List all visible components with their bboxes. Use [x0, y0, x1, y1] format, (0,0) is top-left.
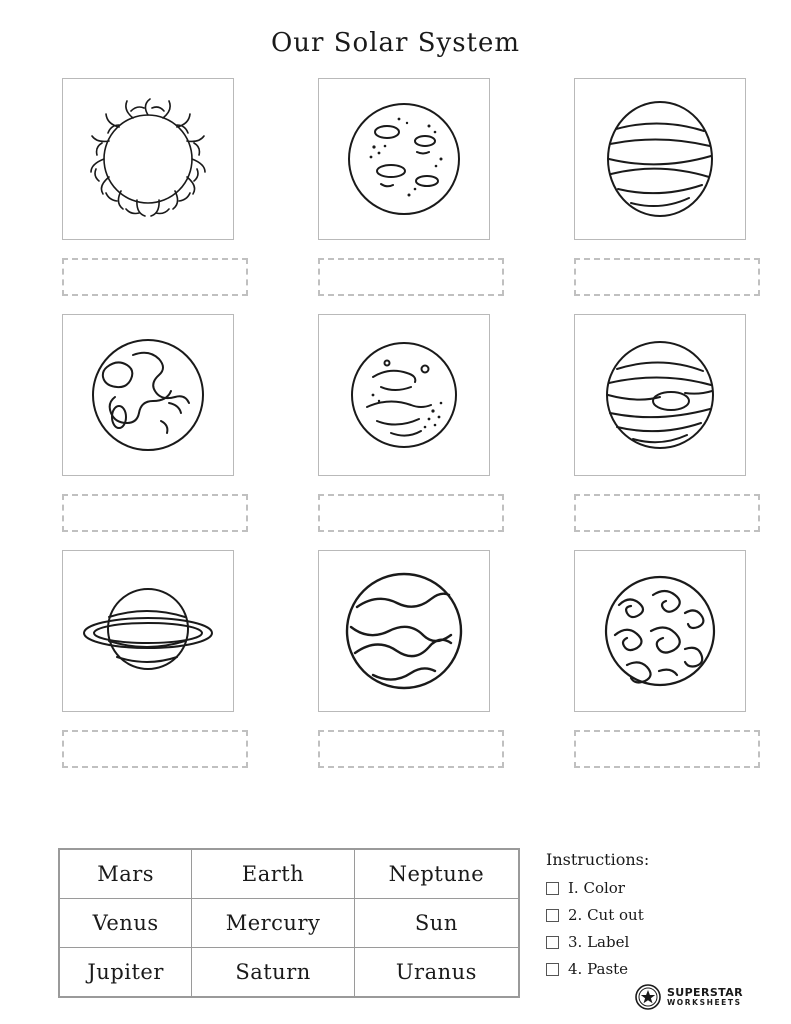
uranus-illustration — [585, 561, 735, 701]
card-row — [62, 550, 746, 768]
checkbox-icon[interactable] — [546, 936, 559, 949]
star-badge-icon — [635, 984, 661, 1010]
label-cut-line[interactable] — [574, 494, 760, 532]
planet-card — [318, 550, 490, 768]
planet-art-box — [62, 78, 234, 240]
title-area — [0, 28, 791, 64]
instructions-panel — [546, 848, 649, 987]
word-cell-neptune[interactable]: Neptune — [354, 850, 518, 899]
instruction-item-cut-out[interactable] — [546, 906, 649, 924]
label-cut-line[interactable] — [62, 494, 248, 532]
instruction-item-color[interactable] — [546, 879, 649, 897]
label-cut-line[interactable] — [62, 730, 248, 768]
planet-art-box — [318, 550, 490, 712]
card-row — [62, 314, 746, 532]
planet-card — [574, 78, 746, 296]
card-row — [62, 78, 746, 296]
table-row — [60, 899, 519, 948]
checkbox-icon[interactable] — [546, 882, 559, 895]
word-cell-sun[interactable]: Sun — [354, 899, 518, 948]
saturn-illustration — [73, 561, 223, 701]
table-row — [60, 948, 519, 997]
label-cut-line[interactable] — [574, 258, 760, 296]
label-cut-line[interactable] — [62, 258, 248, 296]
word-bank-table — [59, 849, 519, 997]
brand-text — [667, 987, 743, 1006]
instruction-label: I. Color — [568, 879, 625, 897]
planet-art-box — [318, 78, 490, 240]
planet-art-box — [62, 314, 234, 476]
instruction-label: 2. Cut out — [568, 906, 644, 924]
planet-card — [62, 550, 234, 768]
planet-card-grid — [62, 78, 746, 786]
jupiter-illustration — [585, 325, 735, 465]
earth-illustration — [73, 325, 223, 465]
label-cut-line[interactable] — [318, 494, 504, 532]
planet-card — [318, 314, 490, 532]
label-cut-line[interactable] — [574, 730, 760, 768]
striped-planet-illustration — [585, 89, 735, 229]
page-title-text: Our Solar System — [261, 28, 530, 58]
planet-art-box — [318, 314, 490, 476]
page-title — [0, 28, 791, 58]
planet-card — [62, 314, 234, 532]
checkbox-icon[interactable] — [546, 909, 559, 922]
brand-name-bottom: WORKSHEETS — [666, 997, 742, 1007]
planet-art-box — [574, 78, 746, 240]
word-cell-uranus[interactable]: Uranus — [354, 948, 518, 997]
mercury-illustration — [329, 89, 479, 229]
word-bank — [58, 848, 520, 998]
word-cell-earth[interactable]: Earth — [192, 850, 355, 899]
planet-card — [318, 78, 490, 296]
planet-card — [574, 314, 746, 532]
word-cell-saturn[interactable]: Saturn — [192, 948, 355, 997]
sun-illustration — [73, 89, 223, 229]
neptune-illustration — [329, 561, 479, 701]
planet-art-box — [574, 550, 746, 712]
label-cut-line[interactable] — [318, 730, 504, 768]
instruction-label: 4. Paste — [568, 960, 629, 978]
planet-card — [62, 78, 234, 296]
bottom-section — [58, 848, 738, 998]
checkbox-icon[interactable] — [546, 963, 559, 976]
brand-name-top: SUPERSTAR — [666, 986, 743, 1000]
planet-art-box — [574, 314, 746, 476]
instructions-heading: Instructions: — [546, 850, 650, 869]
word-cell-jupiter[interactable]: Jupiter — [60, 948, 192, 997]
venus-illustration — [329, 325, 479, 465]
planet-art-box — [62, 550, 234, 712]
instruction-item-paste[interactable] — [546, 960, 649, 978]
table-row — [60, 850, 519, 899]
brand-logo — [635, 984, 743, 1010]
word-cell-venus[interactable]: Venus — [60, 899, 192, 948]
planet-card — [574, 550, 746, 768]
instruction-item-label[interactable] — [546, 933, 649, 951]
word-cell-mercury[interactable]: Mercury — [192, 899, 355, 948]
instruction-label: 3. Label — [568, 933, 630, 951]
word-cell-mars[interactable]: Mars — [60, 850, 192, 899]
label-cut-line[interactable] — [318, 258, 504, 296]
